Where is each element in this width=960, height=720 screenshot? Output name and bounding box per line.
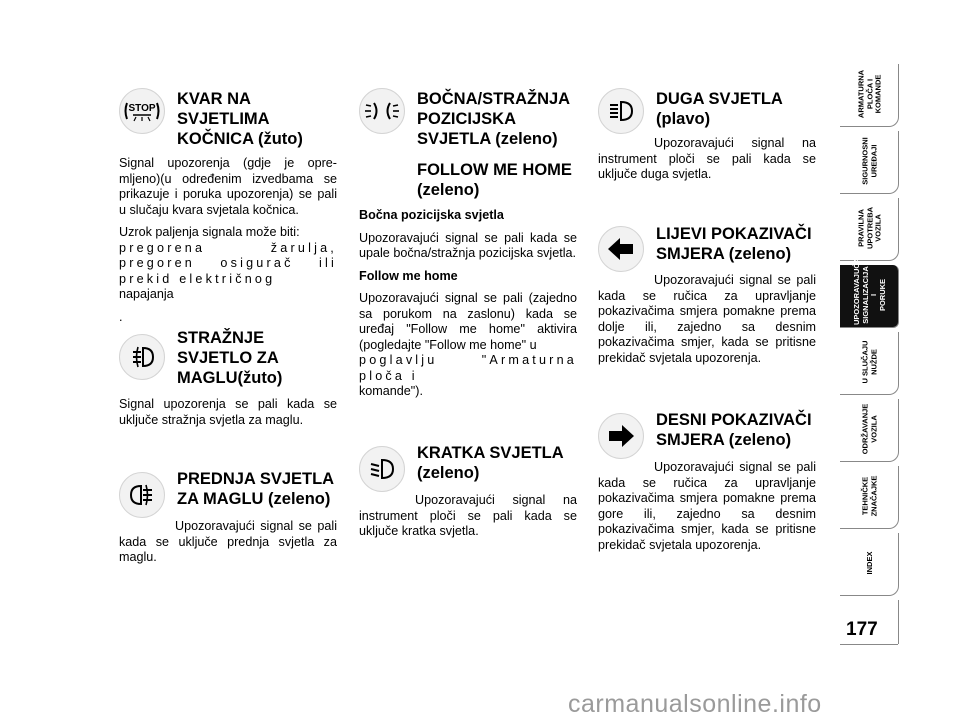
side-lights-title: BOČNA/STRAŽNJA POZICIJSKA SVJETLA (zeleno) <box>417 90 571 148</box>
high-beam-text: Upozoravajući signal na instrument ploči se pali kada se uključe duga svjetla. <box>598 136 816 181</box>
high-beam-icon <box>598 88 644 134</box>
right-indicator-title: DESNI POKAZIVAČI SMJERA (zeleno) <box>656 411 812 449</box>
brake-text: Signal upozorenja (gdje je opre- mljeno)(u određenim izvedbama se prikazuje i poruka upozorenja) se pali u slučaju kvara svjetala kočnica. Uzrok paljenja signala može biti: pregorena žarulja, pregoren osigurač ili prekid električnog napajanja . <box>119 156 337 324</box>
stop-icon-text: STOP <box>128 103 156 114</box>
page-number-rule-vertical <box>898 600 899 644</box>
left-indicator-title: LIJEVI POKAZIVAČI SMJERA (zeleno) <box>656 225 812 263</box>
follow-me-home-title: FOLLOW ME HOME (zeleno) <box>417 161 572 199</box>
rear-fog-light-icon <box>119 334 165 380</box>
page-number: 177 <box>846 619 878 640</box>
brake-failure-icon <box>119 88 165 134</box>
watermark: carmanualsonline.info <box>568 690 822 718</box>
tab-pravilna-upotreba[interactable]: PRAVILNA UPOTREBA VOZILA <box>840 196 900 260</box>
low-beam-icon <box>359 446 405 492</box>
left-indicator-text: Upozoravajući signal se pali kada se ručica za upravljanje pokazivačima smjera pomakne prema dolje ili, zajedno sa desnim pokazivačima smjer, kada se pritisne prekidač svjetala upozorenja. <box>598 273 816 365</box>
low-beam-text: Upozoravajući signal na instrument ploči se pali kada se uključe kratka svjetla. <box>359 493 577 538</box>
high-beam-title: DUGA SVJETLA (plavo) <box>656 90 783 128</box>
right-indicator-text: Upozoravajući signal se pali kada se ručica za upravljanje pokazivačima smjera pomakne prema gore ili, zajedno sa desnim pokazivačima smjer, kada se pritisne prekidač svjetala upozorenja. <box>598 460 816 552</box>
left-arrow-icon <box>598 226 644 272</box>
side-lights-text: Bočna pozicijska svjetla Upozoravajući signal se pali kada se upale bočna/stražnja pozicijska svjetla. Follow me home Upozoravajući signal se pali (zajedno sa porukom na zaslonu) kada se uređaj "Follow me home" aktivira (pogledajte "Follow me home" u poglavlju "Armaturna ploča i komande"). <box>359 208 577 398</box>
front-fog-text: Upozoravajući signal se pali kada se uključe prednja svjetla za maglu. <box>119 519 337 564</box>
tab-u-slucaju-nuzde[interactable]: U SLUČAJU NUŽDE <box>840 330 900 394</box>
tab-index[interactable]: INDEX <box>840 531 900 595</box>
page-number-rule <box>840 644 898 645</box>
right-arrow-icon <box>598 413 644 459</box>
tab-odrzavanje-vozila[interactable]: ODRŽAVANJE VOZILA <box>840 397 900 461</box>
low-beam-title: KRATKA SVJETLA (zeleno) <box>417 444 564 482</box>
rear-fog-text: Signal upozorenja se pali kada se uključe stražnja svjetla za maglu. <box>119 397 337 427</box>
tab-armaturna-ploca[interactable]: ARMATURNA PLOČA I KOMANDE <box>840 62 900 126</box>
tab-sigurnosni-uredaji[interactable]: SIGURNOSNI UREĐAJI <box>840 129 900 193</box>
tab-upozoravajuca-signalizacija[interactable]: UPOZORAVAJUĆA SIGNALIZACIJA I PORUKE <box>840 263 900 327</box>
side-lights-icon <box>359 88 405 134</box>
rear-fog-title: STRAŽNJE SVJETLO ZA MAGLU(žuto) <box>177 329 283 387</box>
front-fog-title: PREDNJA SVJETLA ZA MAGLU (zeleno) <box>177 470 335 508</box>
tab-tehnicke-znacajke[interactable]: TEHNIČKE ZNAČAJKE <box>840 464 900 528</box>
front-fog-light-icon <box>119 472 165 518</box>
brake-title: KVAR NA SVJETLIMA KOČNICA (žuto) <box>177 90 303 148</box>
